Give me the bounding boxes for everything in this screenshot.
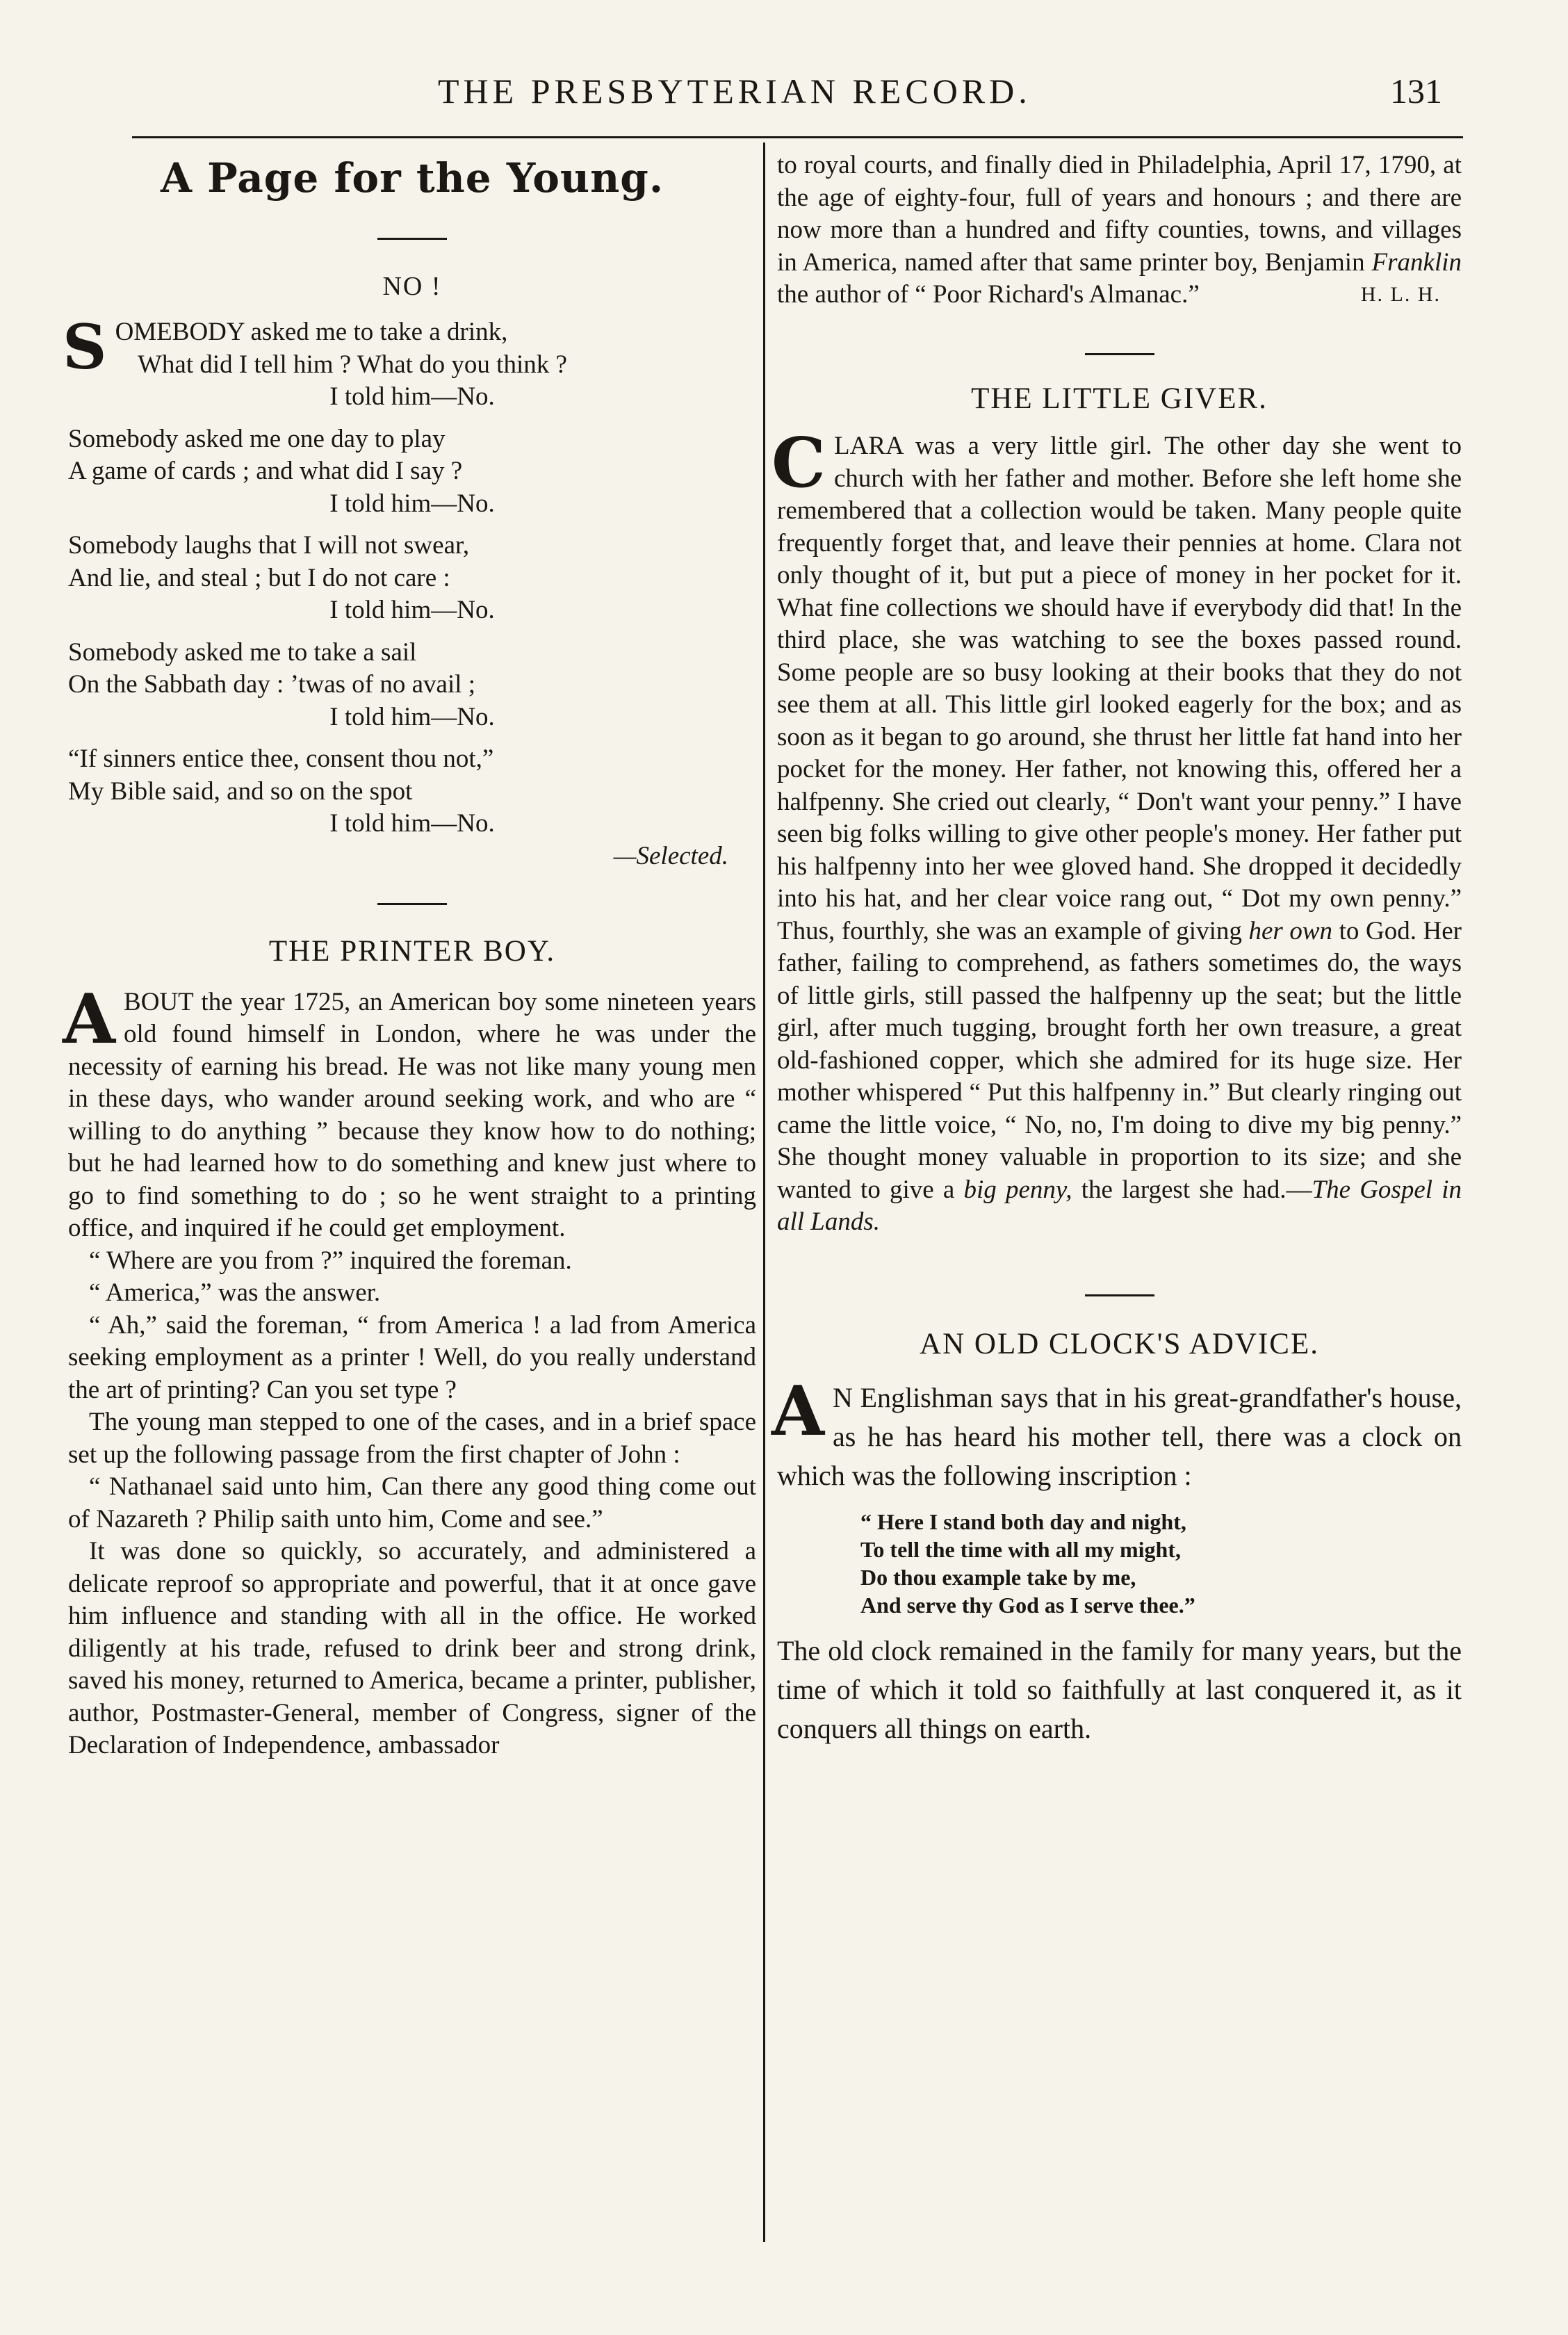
emphasis: big penny, <box>963 1175 1072 1204</box>
inscription-line: Do thou example take by me, <box>860 1565 1136 1590</box>
paragraph: to royal courts, and finally died in Philadelphia, April 17, 1790, at the age of eighty-four, full of years and honours ; and there are now more than a hundred and fifty counties, towns, and villages in America, named after that same printer boy, Benjamin Franklin the author of “ Poor Richard's Almanac.” H. L. H. <box>777 149 1462 311</box>
poem-line: OMEBODY asked me to take a drink, <box>115 318 508 346</box>
poem-line: A game of cards ; and what did I say ? <box>68 457 463 485</box>
poem-line: Somebody laughs that I will not swear, <box>68 531 470 560</box>
paragraph: “ Where are you from ?” inquired the foreman. <box>89 1246 572 1275</box>
paragraph: The old clock remained in the family for many years, but the time of which it told so faithfully at last conquered it, as it conquers all things on earth. <box>777 1635 1462 1744</box>
poem-line: What did I tell him ? What do you think ? <box>138 350 567 379</box>
paragraph: It was done so quickly, so accurately, and administered a delicate reproof so appropriate and powerful, that it at once gave him influence and standing with all in the office. He worked diligently at his trade, refused to drink beer and strong drink, saved his money, returned to America, became a printer, publisher, author, Postmaster-General, member of Congress, signer of the Declaration of Independence, ambassador <box>68 1537 756 1759</box>
poem-refrain: I told him—No. <box>329 596 495 624</box>
emphasis: Franklin <box>1371 247 1462 277</box>
article-title: THE LITTLE GIVER. <box>971 382 1268 415</box>
poem-stanza <box>63 311 756 414</box>
article-title: AN OLD CLOCK'S ADVICE. <box>920 1327 1319 1360</box>
poem-stanza <box>68 423 756 521</box>
inscription-line: And serve thy God as I serve thee.” <box>860 1593 1195 1618</box>
divider <box>377 238 447 240</box>
divider <box>1085 353 1154 355</box>
left-column <box>63 149 756 1762</box>
dropcap: A <box>771 1372 825 1451</box>
poem-title: NO ! <box>382 271 442 301</box>
inscription-line: “ Here I stand both day and night, <box>860 1509 1186 1534</box>
section-heading: A Page for the Young. <box>160 154 664 202</box>
poem-line: Somebody asked me to take a sail <box>68 637 417 667</box>
author-signature: H. L. H. <box>1360 283 1441 306</box>
poem-stanza <box>68 530 756 627</box>
page-number: 131 <box>1390 72 1442 111</box>
running-head <box>0 0 1568 125</box>
source-citation: The Gospel in all Lands. <box>777 1175 1462 1236</box>
article-title: THE PRINTER BOY. <box>268 935 556 968</box>
paragraph: A N Englishman says that in his great-grandfather's house, as he has heard his mother tell, there was a clock on which was the following inscription : <box>771 1372 1462 1491</box>
poem-refrain: I told him—No. <box>329 809 495 838</box>
poem-line: “If sinners entice thee, consent thou not,” <box>68 745 494 773</box>
dropcap: S <box>63 311 107 383</box>
poem-line: And lie, and steal ; but I do not care : <box>68 563 450 592</box>
poem-line: Somebody asked me one day to play <box>68 424 446 453</box>
poem-line: On the Sabbath day : ’twas of no avail ; <box>68 670 476 699</box>
poem-refrain: I told him—No. <box>329 702 495 731</box>
poem-stanza <box>68 743 756 840</box>
poem <box>63 311 756 872</box>
inscription-line: To tell the time with all my might, <box>860 1537 1181 1562</box>
column-divider <box>763 143 765 2242</box>
poem-refrain: I told him—No. <box>329 382 495 411</box>
paragraph: CLARA was a very little girl. The other day she went to church with her father and mother. Before she left home she remembered that a collection would be taken. Many people quite frequently forget that, and leave their pennies at home. Clara not only thought of it, but put a piece of money in her pocket for it. What fine collections we should have if everybody did that! In the third place, she was watching to see the boxes passed round. Some people are so busy looking at their books that they do not see them at all. This little girl looked eagerly for the box; and as soon as it began to go around, she thrust her little fat hand into her pocket for the money. Her father, not knowing this, offered her a halfpenny. She cried out clearly, “ Don't want your penny.” I have seen big folks willing to give other people's money. Her father put his halfpenny into her wee gloved hand. She dropped it decidedly into his hat, and her clear voice rang out, “ Dot my own penny.” Thus, fourthly, she was an example of giving her own to God. Her father, failing to comprehend, as fathers sometimes do, the ways of little girls, still passed the halfpenny up the seat; but the little girl, after much tugging, brought forth her own treasure, a great old-fashioned copper, which she admired for its huge size. Her mother whispered “ Put this halfpenny in.” But clearly ringing out came the little voice, “ No, no, I'm doing to dive my big penny.” She thought money valuable in proportion to its size; and she wanted to give a big penny, the largest she had.—The Gospel in all Lands. <box>771 423 1462 1236</box>
divider <box>1085 1294 1154 1296</box>
dropcap: A <box>63 979 116 1059</box>
poem-refrain: I told him—No. <box>329 489 495 518</box>
divider <box>377 903 447 905</box>
paragraph: ABOUT the year 1725, an American boy some nineteen years old found himself in London, where he was under the necessity of earning his bread. He was not like many young men in these days, who wander around seeking work, and who are “ willing to do anything ” because they know how to do nothing; but he had learned how to do something and knew just where to go to find something to do ; so he went straight to a printing office, and inquired if he could get employment. <box>63 979 756 1242</box>
article-old-clock <box>771 1372 1462 1748</box>
article-little-giver <box>771 423 1462 1239</box>
quoted-passage: “ Nathanael said unto him, Can there any good thing come out of Nazareth ? Philip saith unto him, Come and see.” <box>68 1472 756 1533</box>
poem-stanza <box>68 637 756 734</box>
emphasis: her own <box>1248 916 1333 945</box>
dropcap: C <box>771 423 826 503</box>
journal-title: THE PRESBYTERIAN RECORD. <box>438 72 1031 111</box>
paragraph: The young man stepped to one of the cases, and in a brief space set up the following passage from the first chapter of John : <box>68 1408 756 1469</box>
paragraph: “ America,” was the answer. <box>89 1278 381 1307</box>
right-column <box>771 149 1462 1748</box>
paragraph: “ Ah,” said the foreman, “ from America ! a lad from America seeking employment as a printer ! Well, do you really understand the art of printing? Can you set type ? <box>68 1310 756 1404</box>
poem-attribution: —Selected. <box>613 841 728 870</box>
poem-line: My Bible said, and so on the spot <box>68 776 413 806</box>
article-printer-boy <box>63 979 756 1762</box>
clock-inscription <box>860 1508 1462 1619</box>
header-rule <box>132 136 1463 138</box>
